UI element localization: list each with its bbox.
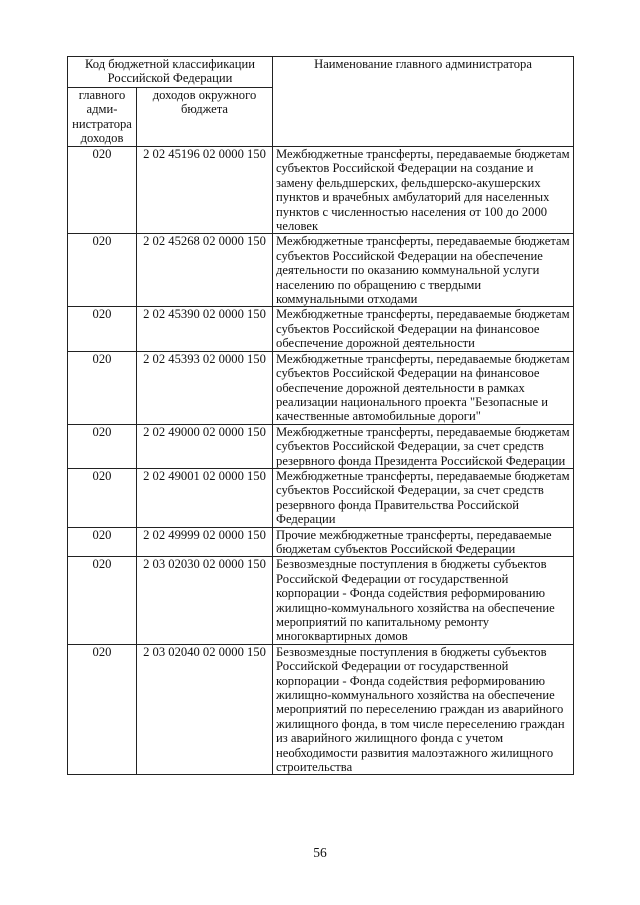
admin-code-cell: 020: [68, 557, 137, 644]
administrator-name-cell: Межбюджетные трансферты, передаваемые бюджетам субъектов Российской Федерации на финансовое обеспечение дорожной деятельности в рамках реализации национального проекта "Безопасные и качественные автомобильные дороги": [273, 351, 574, 424]
revenue-code-cell: 2 03 02030 02 0000 150: [137, 557, 273, 644]
administrator-name-cell: Безвозмездные поступления в бюджеты субъектов Российской Федерации от государственной корпорации - Фонда содействия реформированию жилищно-коммунального хозяйства на обеспечение мероприятий по капитальному ремонту многоквартирных домов: [273, 557, 574, 644]
budget-classification-table: [67, 56, 574, 775]
revenue-code-cell: 2 02 49999 02 0000 150: [137, 527, 273, 557]
admin-code-cell: 020: [68, 424, 137, 468]
administrator-name-cell: Прочие межбюджетные трансферты, передаваемые бюджетам субъектов Российской Федерации: [273, 527, 574, 557]
admin-code-cell: 020: [68, 351, 137, 424]
header-classification-code: Код бюджетной классификации Российской Федерации: [68, 57, 273, 88]
revenue-code-cell: 2 02 49000 02 0000 150: [137, 424, 273, 468]
table-row: [68, 527, 574, 557]
admin-code-cell: 020: [68, 147, 137, 234]
header-administrator-name: Наименование главного администратора: [273, 57, 574, 147]
table-row: [68, 147, 574, 234]
administrator-name-cell: Межбюджетные трансферты, передаваемые бюджетам субъектов Российской Федерации на создание и замену фельдшерских, фельдшерско-акушерских пунктов и врачебных амбулаторий для населенных пунктов с численностью населения от 100 до 2000 человек: [273, 147, 574, 234]
revenue-code-cell: 2 02 49001 02 0000 150: [137, 468, 273, 527]
table-row: [68, 557, 574, 644]
revenue-code-cell: 2 02 45390 02 0000 150: [137, 307, 273, 351]
header-chief-administrator: главного адми-нистратора доходов: [68, 88, 137, 147]
table-row: [68, 644, 574, 775]
page-number: 56: [313, 845, 327, 860]
header-district-revenue: доходов окружного бюджета: [137, 88, 273, 147]
administrator-name-cell: Безвозмездные поступления в бюджеты субъектов Российской Федерации от государственной корпорации - Фонда содействия реформированию жилищно-коммунального хозяйства на обеспечение мероприятий по переселению граждан из аварийного жилищного фонда, в том числе переселению граждан из аварийного жилищного фонда с учетом необходимости развития малоэтажного жилищного строительства: [273, 644, 574, 775]
administrator-name-cell: Межбюджетные трансферты, передаваемые бюджетам субъектов Российской Федерации, за счет средств резервного фонда Президента Российской Федерации: [273, 424, 574, 468]
table-row: [68, 234, 574, 307]
admin-code-cell: 020: [68, 527, 137, 557]
administrator-name-cell: Межбюджетные трансферты, передаваемые бюджетам субъектов Российской Федерации на обеспечение деятельности по оказанию коммунальной услуги населению по обращению с твердыми коммунальными отходами: [273, 234, 574, 307]
admin-code-cell: 020: [68, 468, 137, 527]
admin-code-cell: 020: [68, 644, 137, 775]
table-row: [68, 424, 574, 468]
table-row: [68, 351, 574, 424]
table-row: [68, 468, 574, 527]
revenue-code-cell: 2 02 45393 02 0000 150: [137, 351, 273, 424]
administrator-name-cell: Межбюджетные трансферты, передаваемые бюджетам субъектов Российской Федерации, за счет средств резервного фонда Правительства Российской Федерации: [273, 468, 574, 527]
header-row-top: [68, 57, 574, 88]
admin-code-cell: 020: [68, 307, 137, 351]
revenue-code-cell: 2 03 02040 02 0000 150: [137, 644, 273, 775]
revenue-code-cell: 2 02 45196 02 0000 150: [137, 147, 273, 234]
admin-code-cell: 020: [68, 234, 137, 307]
revenue-code-cell: 2 02 45268 02 0000 150: [137, 234, 273, 307]
table-body: [68, 147, 574, 775]
table-row: [68, 307, 574, 351]
administrator-name-cell: Межбюджетные трансферты, передаваемые бюджетам субъектов Российской Федерации на финансовое обеспечение дорожной деятельности: [273, 307, 574, 351]
